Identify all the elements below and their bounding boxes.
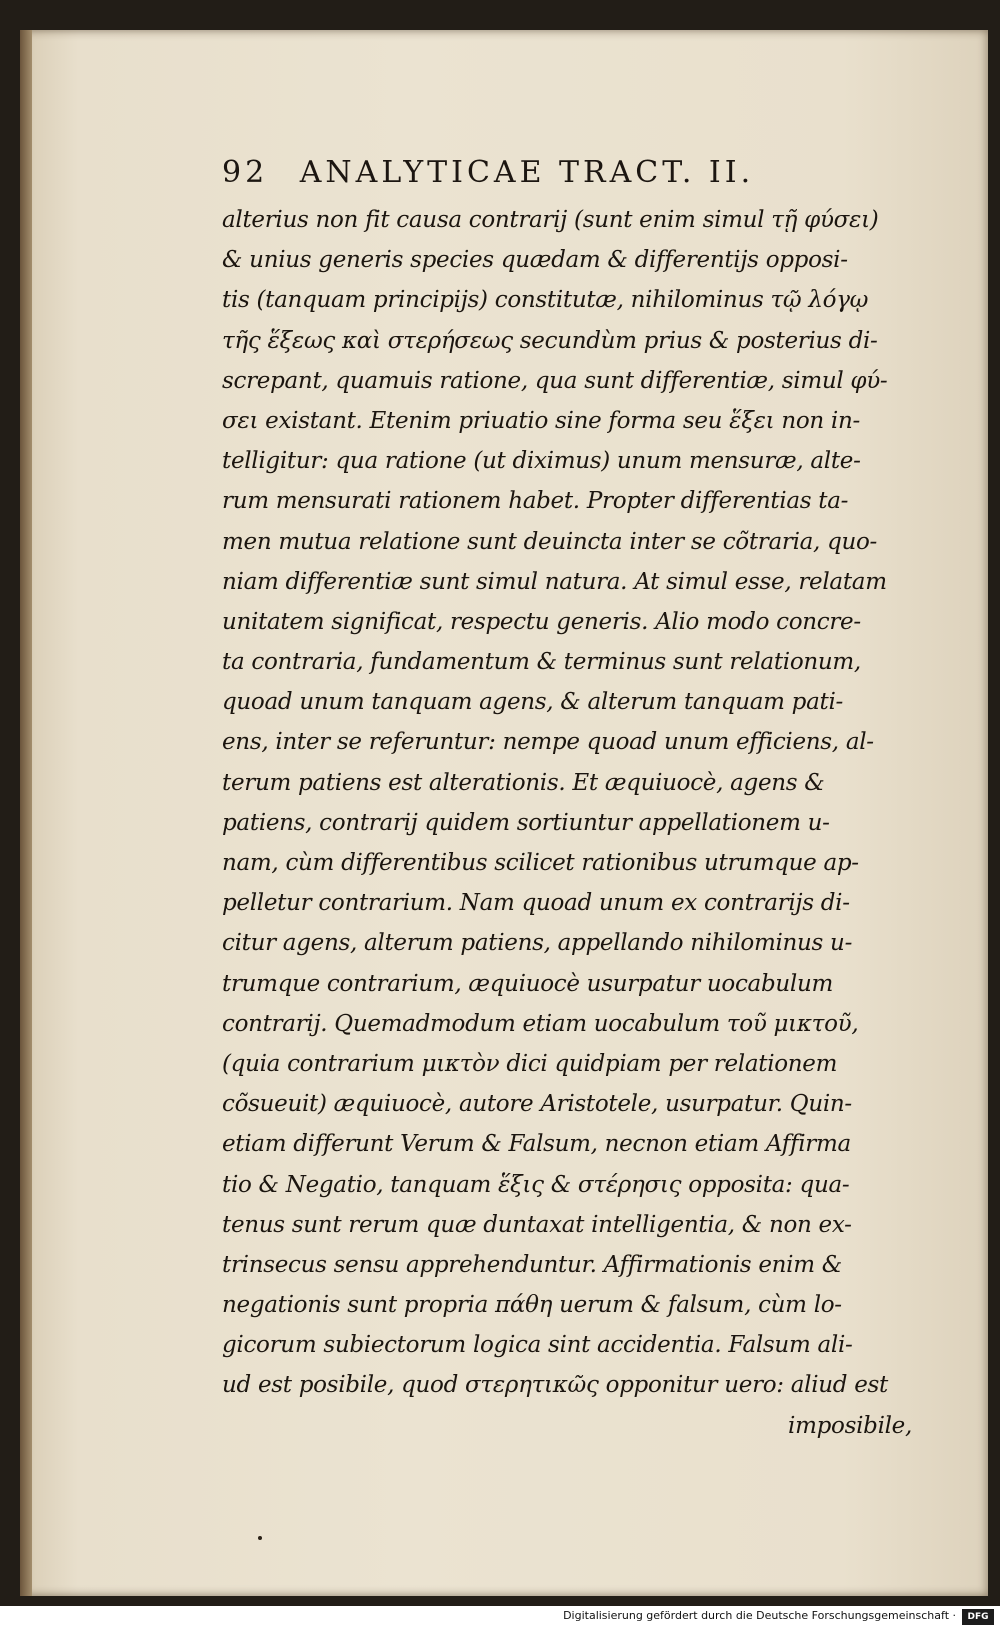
text-line: tenus sunt rerum quæ duntaxat intelligentia, & non ex- <box>222 1211 852 1238</box>
text-line: unitatem significat, respectu generis. Alio modo concre- <box>222 608 861 635</box>
dfg-logo: DFG <box>962 1609 994 1625</box>
text-line: τῆς ἕξεως καὶ στερήσεως secundùm prius & posterius di- <box>222 327 878 354</box>
text-line: citur agens, alterum patiens, appellando nihilominus u- <box>222 930 853 957</box>
text-line: terum patiens est alterationis. Et æquiuocè, agens & <box>222 769 825 796</box>
page-spine <box>20 30 32 1596</box>
text-line: alterius non fit causa contrarij (sunt enim simul τῇ φύσει) <box>222 207 879 233</box>
text-line: ta contraria, fundamentum & terminus sunt relationum, <box>222 649 861 676</box>
text-line: σει existant. Etenim priuatio sine forma seu ἕξει non in- <box>222 407 860 434</box>
text-line: etiam differunt Verum & Falsum, necnon etiam Affirma <box>222 1131 851 1158</box>
text-line: imposibile, <box>788 1412 912 1439</box>
text-line: & unius generis species quædam & differentijs opposi- <box>222 247 848 274</box>
digitization-footer <box>0 1606 1000 1628</box>
text-line: rum mensurati rationem habet. Propter differentias ta- <box>222 488 849 515</box>
text-line: patiens, contrarij quidem sortiuntur appellationem u- <box>222 809 830 836</box>
running-head-title: ANALYTICAE TRACT. II. <box>299 155 755 190</box>
text-line: telligitur: qua ratione (ut diximus) unum mensuræ, alte- <box>222 448 861 475</box>
running-header <box>222 155 922 197</box>
text-line: screpant, quamuis ratione, qua sunt differentiæ, simul φύ- <box>222 367 888 394</box>
text-line: quoad unum tanquam agens, & alterum tanquam pati- <box>222 689 843 716</box>
text-line: tio & Negatio, tanquam ἕξις & στέρησις opposita: qua- <box>222 1171 850 1198</box>
text-line: pelletur contrarium. Nam quoad unum ex contrarijs di- <box>222 890 850 917</box>
text-line: negationis sunt propria πάθη uerum & falsum, cùm lo- <box>222 1292 842 1319</box>
text-line: trumque contrarium, æquiuocè usurpatur uocabulum <box>222 970 833 997</box>
text-line: gicorum subiectorum logica sint accidentia. Falsum ali- <box>222 1332 853 1359</box>
text-line: men mutua relatione sunt deuincta inter se cõtraria, quo- <box>222 528 878 555</box>
text-line: (quia contrarium μικτὸν dici quidpiam per relationem <box>222 1050 838 1077</box>
text-line: cõsueuit) æquiuocè, autore Aristotele, usurpatur. Quin- <box>222 1091 852 1118</box>
text-line: ens, inter se referuntur: nempe quoad unum efficiens, al- <box>222 729 874 756</box>
text-line: trinsecus sensu apprehenduntur. Affirmationis enim & <box>222 1251 842 1278</box>
text-line: contrarij. Quemadmodum etiam uocabulum τοῦ μικτοῦ, <box>222 1010 859 1037</box>
text-line: nam, cùm differentibus scilicet rationibus utrumque ap- <box>222 850 859 876</box>
body-text <box>222 200 922 1446</box>
ink-speck <box>258 1536 262 1540</box>
funding-notice: Digitalisierung gefördert durch die Deutsche Forschungsgemeinschaft · <box>563 1609 956 1622</box>
text-line: tis (tanquam principijs) constitutæ, nihilominus τῷ λόγῳ <box>222 287 869 314</box>
text-line: niam differentiæ sunt simul natura. At simul esse, relatam <box>222 568 887 595</box>
text-line: ud est posibile, quod στερητικῶς opponitur uero: aliud est <box>222 1372 888 1399</box>
page-number: 92 <box>222 155 269 190</box>
